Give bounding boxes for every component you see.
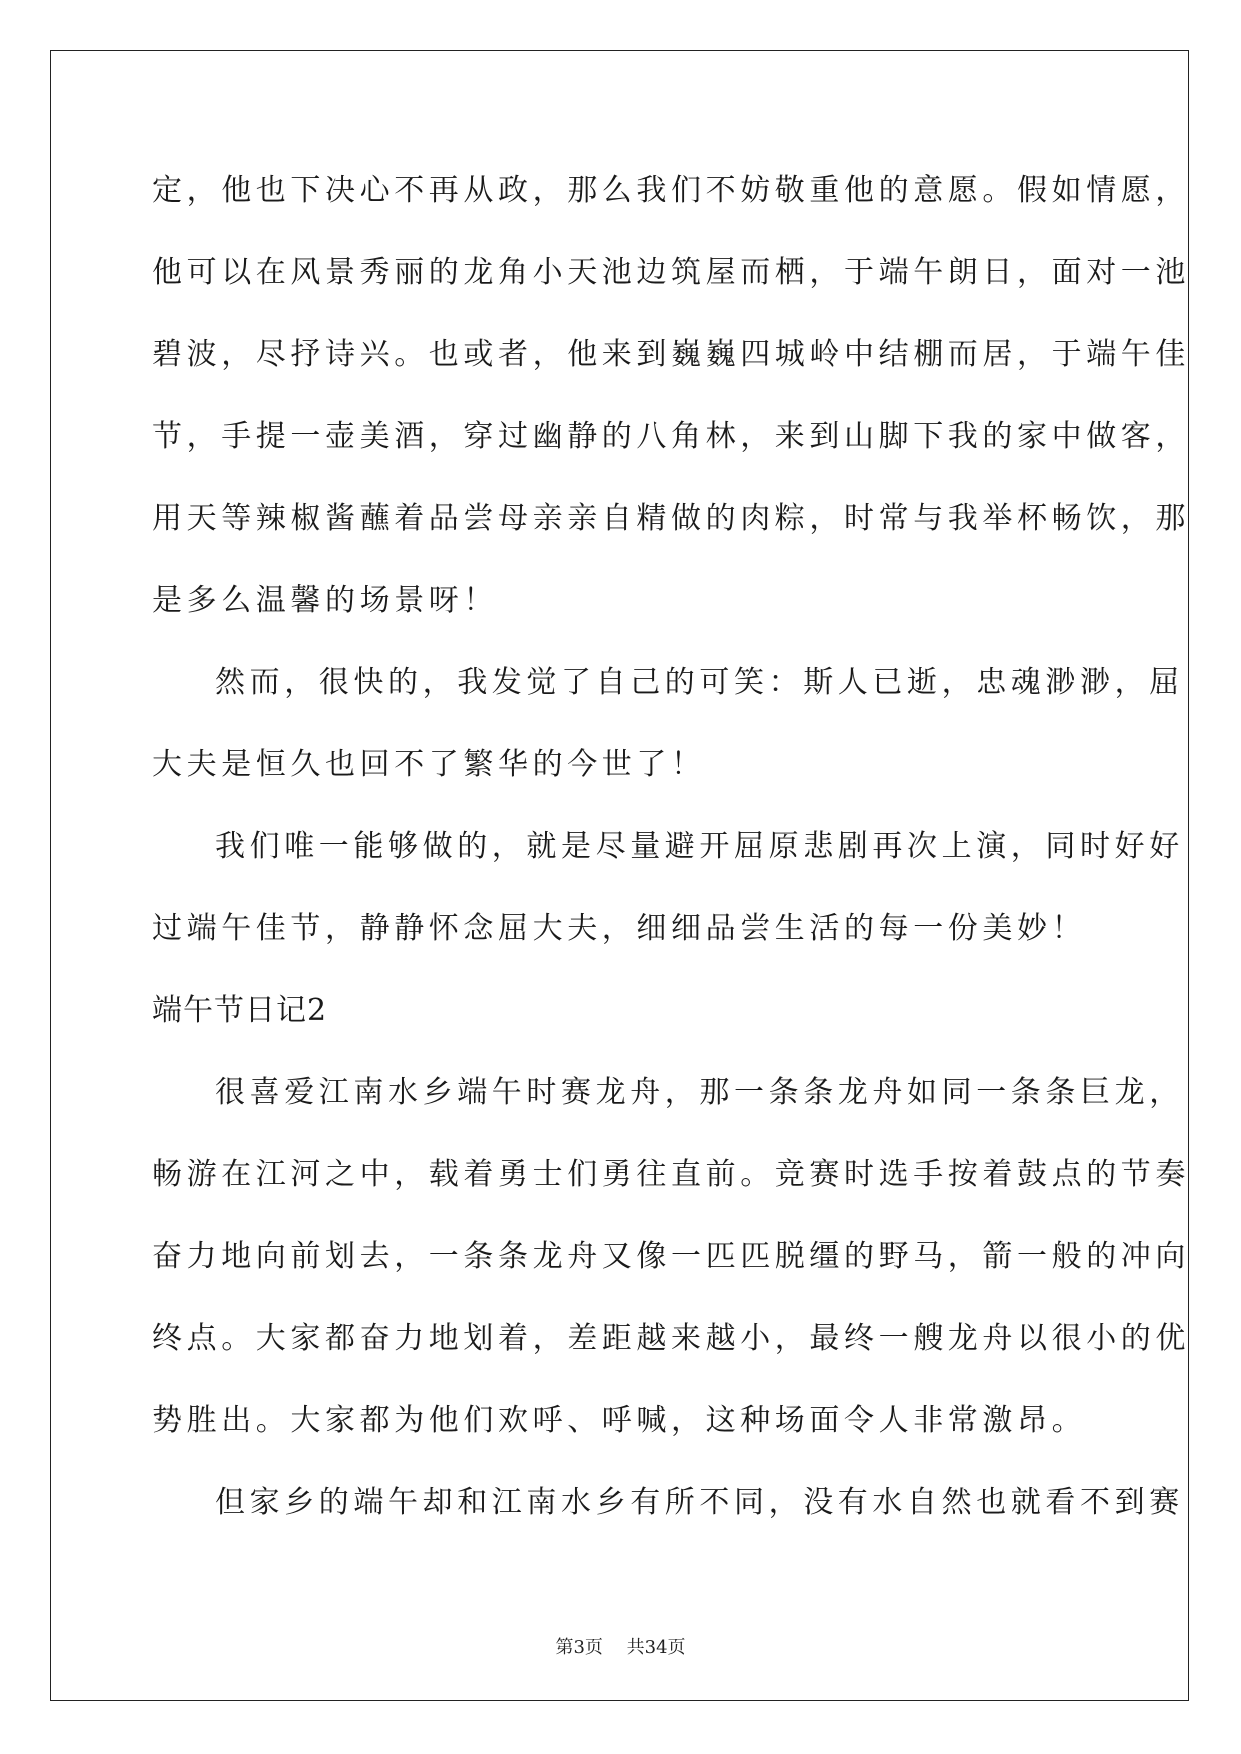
page-total: 共34页: [626, 1637, 686, 1658]
text-line: 定，他也下决心不再从政，那么我们不妨敬重他的意愿。假如情愿，: [152, 173, 1190, 208]
text-line: 是多么温馨的场景呀！: [152, 583, 498, 618]
text-line: 用天等辣椒酱蘸着品尝母亲亲自精做的肉粽，时常与我举杯畅饮，那: [152, 501, 1190, 536]
paragraph-start-line: 很喜爱江南水乡端午时赛龙舟，那一条条龙舟如同一条条巨龙，: [215, 1075, 1184, 1110]
page-number: 第3页: [555, 1637, 603, 1658]
page-footer: [0, 1633, 1241, 1659]
text-line: 大夫是恒久也回不了繁华的今世了！: [152, 747, 706, 782]
text-line: 畅游在江河之中，载着勇士们勇往直前。竞赛时选手按着鼓点的节奏: [152, 1157, 1190, 1192]
paragraph-start-line: 然而，很快的，我发觉了自己的可笑：斯人已逝，忠魂渺渺，屈: [215, 665, 1184, 700]
text-line: 奋力地向前划去，一条条龙舟又像一匹匹脱缰的野马，箭一般的冲向: [152, 1239, 1190, 1274]
text-line: 他可以在风景秀丽的龙角小天池边筑屋而栖，于端午朗日，面对一池: [152, 255, 1190, 290]
text-line: 节，手提一壶美酒，穿过幽静的八角林，来到山脚下我的家中做客，: [152, 419, 1190, 454]
section-heading: 端午节日记2: [152, 993, 328, 1028]
document-body: [152, 150, 1190, 1544]
paragraph-start-line: 但家乡的端午却和江南水乡有所不同，没有水自然也就看不到赛: [215, 1485, 1184, 1520]
text-line: 过端午佳节，静静怀念屈大夫，细细品尝生活的每一份美妙！: [152, 911, 1087, 946]
text-line: 终点。大家都奋力地划着，差距越来越小，最终一艘龙舟以很小的优: [152, 1321, 1190, 1356]
text-line: 势胜出。大家都为他们欢呼、呼喊，这种场面令人非常激昂。: [152, 1403, 1087, 1438]
paragraph-start-line: 我们唯一能够做的，就是尽量避开屈原悲剧再次上演，同时好好: [215, 829, 1184, 864]
text-line: 碧波，尽抒诗兴。也或者，他来到巍巍四城岭中结棚而居，于端午佳: [152, 337, 1190, 372]
